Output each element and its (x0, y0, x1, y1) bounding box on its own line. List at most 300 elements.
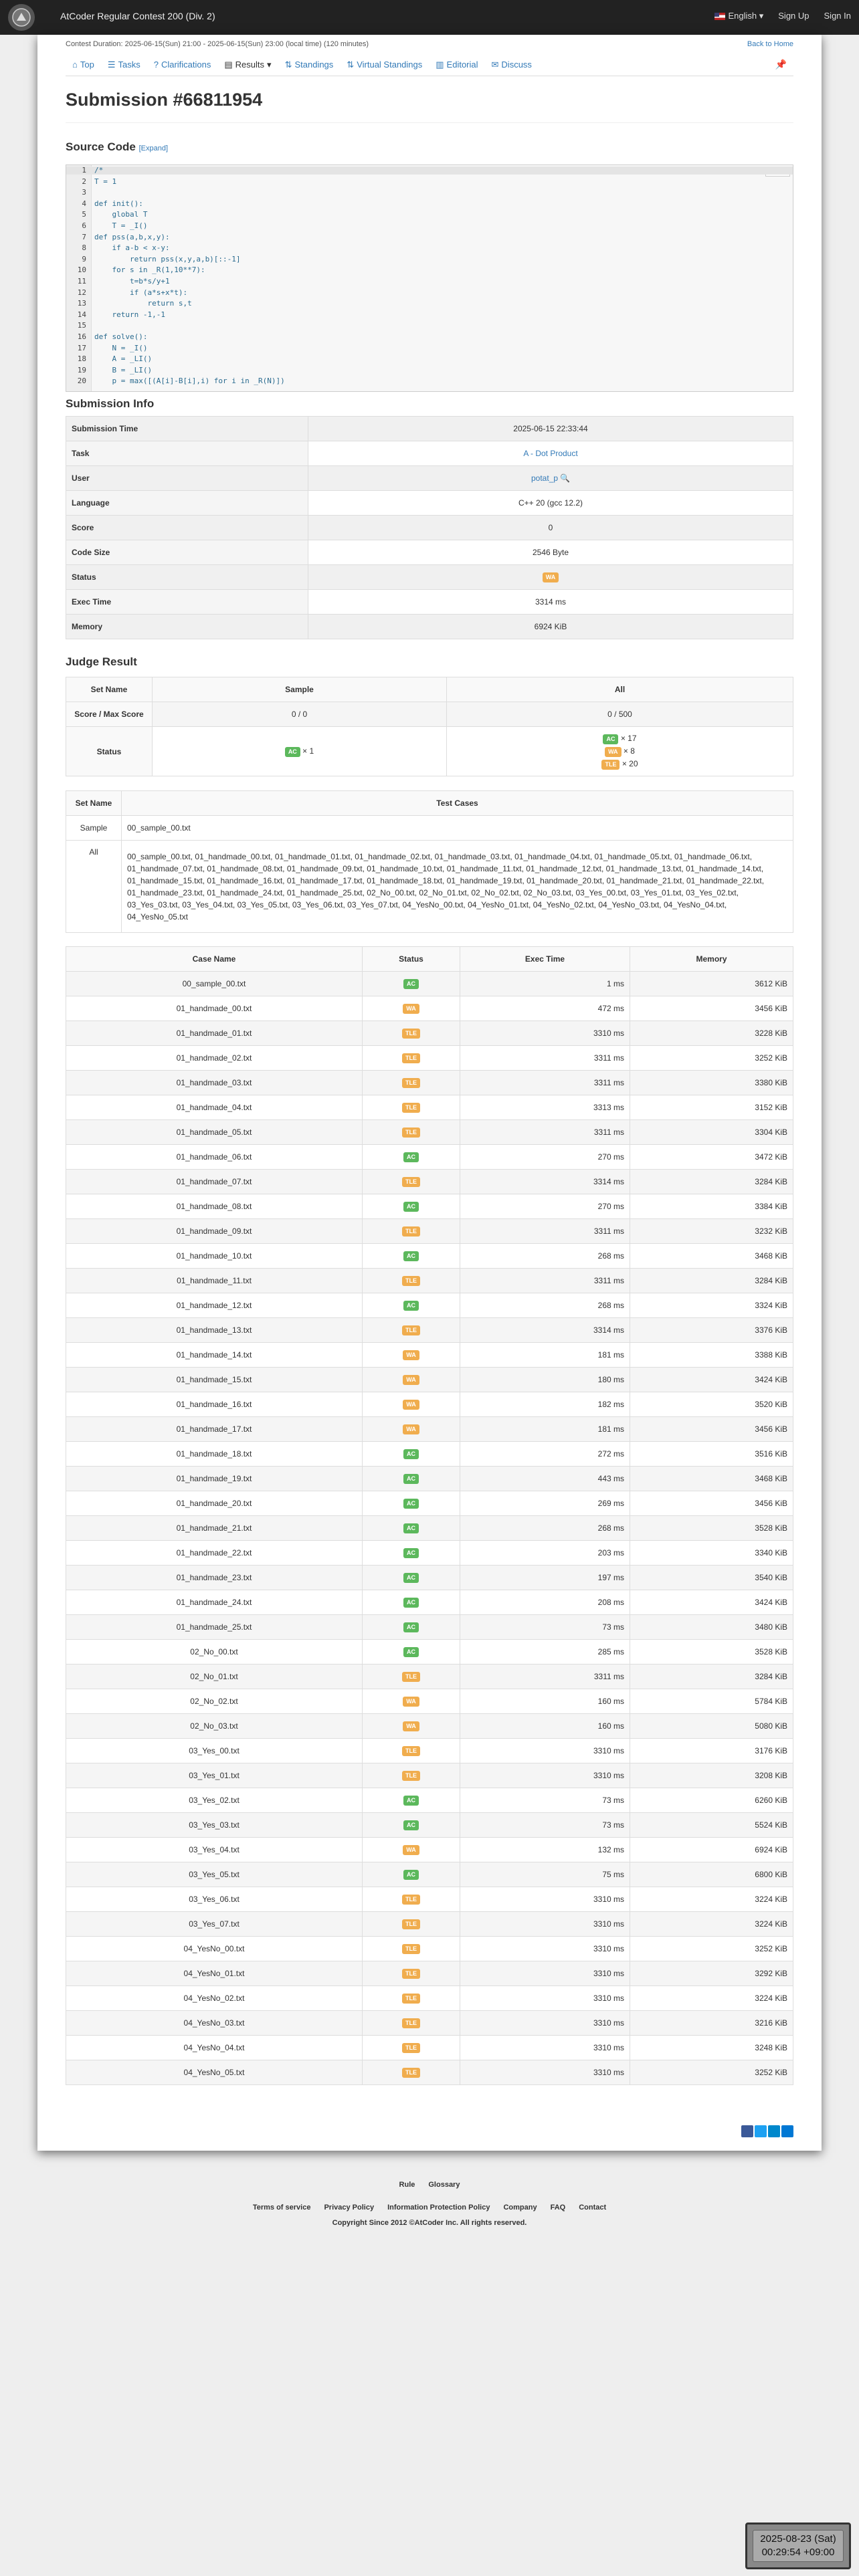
code-text: p = max([(A[i]-B[i],i) for i in _R(N)]) (94, 377, 285, 386)
table-row (66, 1566, 793, 1590)
case-exec-time: 472 ms (460, 996, 630, 1021)
table-row (66, 1665, 793, 1689)
case-memory: 3376 KiB (630, 1318, 793, 1343)
info-value (308, 441, 793, 466)
comment-icon: ✉ (491, 59, 499, 70)
signup-link[interactable]: Sign Up (778, 11, 809, 21)
tab-editorial[interactable] (429, 53, 484, 76)
case-name: 01_handmade_08.txt (66, 1194, 363, 1219)
case-status (363, 1417, 460, 1442)
code-line (66, 189, 793, 197)
case-status (363, 1170, 460, 1194)
code-text: for s in _R(1,10**7): (94, 265, 205, 275)
case-status (363, 1640, 460, 1665)
table-row (66, 2060, 793, 2085)
status-badge: WA (403, 1721, 419, 1731)
footer-link-contact[interactable]: Contact (579, 2204, 607, 2212)
pin-icon[interactable]: 📌 (775, 59, 787, 70)
case-name: 01_handmade_14.txt (66, 1343, 363, 1368)
case-name: 03_Yes_02.txt (66, 1788, 363, 1813)
case-memory: 3248 KiB (630, 2036, 793, 2060)
status-badge: AC (403, 1251, 419, 1261)
twitter-icon[interactable] (755, 2125, 767, 2137)
line-number: 7 (82, 232, 86, 241)
main-container (37, 35, 822, 2151)
table-row (66, 1071, 793, 1095)
status-badge: WA (403, 1350, 419, 1360)
case-status (363, 1516, 460, 1541)
case-name: 04_YesNo_05.txt (66, 2060, 363, 2085)
contest-tabs (66, 53, 793, 76)
case-exec-time: 3311 ms (460, 1269, 630, 1293)
source-code-heading (66, 140, 168, 154)
expand-link[interactable]: [Expand] (138, 144, 169, 152)
line-number: 5 (82, 210, 86, 219)
status-badge: AC (403, 1449, 419, 1459)
status-badge: TLE (402, 1103, 420, 1113)
code-line (66, 300, 793, 308)
case-status (363, 2060, 460, 2085)
case-status (363, 1887, 460, 1912)
case-memory: 3152 KiB (630, 1095, 793, 1120)
case-name: 01_handmade_02.txt (66, 1046, 363, 1071)
tab-label: Tasks (118, 60, 140, 70)
judge-header-all: All (447, 677, 793, 702)
case-status (363, 1961, 460, 1986)
case-status (363, 1541, 460, 1566)
table-row (66, 1021, 793, 1046)
case-exec-time: 132 ms (460, 1838, 630, 1862)
status-badge: AC (403, 1523, 419, 1533)
case-memory: 3292 KiB (630, 1961, 793, 1986)
table-row (66, 1194, 793, 1219)
search-icon[interactable]: 🔍 (560, 473, 570, 483)
case-status (363, 1293, 460, 1318)
status-badge: TLE (402, 1969, 420, 1979)
case-name: 02_No_02.txt (66, 1689, 363, 1714)
case-status (363, 1838, 460, 1862)
status-badge: AC (403, 1598, 419, 1608)
status-badge: AC (403, 1796, 419, 1806)
code-text: def pss(a,b,x,y): (94, 232, 170, 241)
page-footer (0, 2173, 859, 2227)
status-badge: AC (403, 1622, 419, 1632)
tab-standings[interactable] (278, 53, 341, 76)
case-exec-time: 3310 ms (460, 2036, 630, 2060)
source-code-block[interactable] (66, 165, 793, 392)
table-row (66, 1293, 793, 1318)
status-badge: TLE (402, 2043, 420, 2053)
status-badge: TLE (601, 760, 619, 770)
table-row (66, 1145, 793, 1170)
code-text: if a-b < x-y: (94, 243, 170, 253)
case-memory: 3516 KiB (630, 1442, 793, 1467)
table-row (66, 1813, 793, 1838)
case-memory: 3472 KiB (630, 1145, 793, 1170)
line-number: 1 (82, 166, 86, 175)
case-exec-time: 75 ms (460, 1862, 630, 1887)
task-link[interactable]: A - Dot Product (523, 449, 578, 458)
case-exec-time: 3310 ms (460, 1887, 630, 1912)
info-key: Score (66, 516, 308, 540)
table-row (66, 1046, 793, 1071)
table-row (66, 1095, 793, 1120)
status-badge: TLE (402, 1944, 420, 1954)
table-row (66, 1763, 793, 1788)
status-badge: WA (403, 1375, 419, 1385)
contest-duration: Contest Duration: 2025-06-15(Sun) 21:00 - 2025-06-15(Sun) 23:00 (local time) (120 minutes) (66, 40, 369, 48)
code-line (66, 344, 793, 352)
tab-results[interactable]: ▤ Results ▾ (224, 59, 272, 70)
test-cases-table (66, 790, 793, 933)
case-status (363, 2036, 460, 2060)
status-badge: AC (403, 1202, 419, 1212)
case-memory: 3468 KiB (630, 1244, 793, 1269)
tab-label: Editorial (446, 60, 478, 70)
case-exec-time: 3310 ms (460, 2060, 630, 2085)
case-name: 02_No_00.txt (66, 1640, 363, 1665)
case-status (363, 1194, 460, 1219)
case-memory: 3284 KiB (630, 1269, 793, 1293)
footer-link-rule[interactable]: Rule (399, 2181, 415, 2189)
status-badge: WA (403, 1424, 419, 1434)
case-exec-time: 3311 ms (460, 1046, 630, 1071)
case-name: 01_handmade_07.txt (66, 1170, 363, 1194)
info-row (66, 417, 793, 441)
code-line (66, 178, 793, 186)
info-value (308, 466, 793, 491)
table-row (66, 1442, 793, 1467)
status-badge: TLE (402, 1029, 420, 1039)
us-flag-icon (714, 13, 725, 20)
case-status (363, 1937, 460, 1961)
home-icon: ⌂ (72, 60, 78, 70)
table-row (66, 1219, 793, 1244)
atcoder-logo-icon[interactable] (8, 4, 35, 31)
case-memory: 3480 KiB (630, 1615, 793, 1640)
table-row (66, 1343, 793, 1368)
cases-all-name: All (66, 841, 122, 933)
footer-links-secondary (0, 2196, 859, 2219)
case-memory: 3424 KiB (630, 1368, 793, 1392)
footer-link-glossary[interactable]: Glossary (428, 2181, 460, 2189)
status-badge: TLE (402, 1177, 420, 1187)
case-name: 01_handmade_20.txt (66, 1491, 363, 1516)
case-status (363, 1318, 460, 1343)
line-number: 13 (77, 299, 86, 308)
cases-sample-list: 00_sample_00.txt (122, 816, 793, 841)
status-badge: WA (403, 1697, 419, 1707)
case-name: 01_handmade_21.txt (66, 1516, 363, 1541)
case-status (363, 1442, 460, 1467)
code-line (66, 366, 793, 374)
case-exec-time: 3310 ms (460, 2011, 630, 2036)
line-number: 20 (77, 377, 86, 386)
question-icon: ? (153, 60, 159, 70)
case-exec-time: 208 ms (460, 1590, 630, 1615)
table-row (66, 1887, 793, 1912)
case-exec-time: 270 ms (460, 1145, 630, 1170)
case-memory: 3224 KiB (630, 1887, 793, 1912)
case-memory: 6260 KiB (630, 1788, 793, 1813)
table-row (66, 2036, 793, 2060)
table-row (66, 1244, 793, 1269)
line-number: 11 (77, 277, 86, 286)
table-row (66, 1937, 793, 1961)
results-header[interactable]: Memory (630, 947, 793, 972)
info-key: Language (66, 491, 308, 516)
case-name: 01_handmade_13.txt (66, 1318, 363, 1343)
case-memory: 3252 KiB (630, 2060, 793, 2085)
footer-link-company[interactable]: Company (503, 2204, 537, 2212)
case-exec-time: 3313 ms (460, 1095, 630, 1120)
language-selector[interactable]: English ▾ (714, 11, 763, 21)
case-exec-time: 3311 ms (460, 1120, 630, 1145)
case-exec-time: 3310 ms (460, 1021, 630, 1046)
case-name: 03_Yes_03.txt (66, 1813, 363, 1838)
case-name: 02_No_03.txt (66, 1714, 363, 1739)
case-exec-time: 203 ms (460, 1541, 630, 1566)
status-badge: TLE (402, 1226, 420, 1237)
facebook-icon[interactable] (741, 2125, 753, 2137)
case-exec-time: 268 ms (460, 1244, 630, 1269)
case-exec-time: 182 ms (460, 1392, 630, 1417)
top-navbar (0, 0, 859, 35)
table-row (66, 1615, 793, 1640)
results-header[interactable]: Case Name (66, 947, 363, 972)
case-name: 01_handmade_10.txt (66, 1244, 363, 1269)
language-label: English (728, 11, 757, 21)
case-memory: 3612 KiB (630, 972, 793, 996)
status-count: × 1 (302, 746, 314, 756)
judge-result-heading: Judge Result (66, 655, 137, 668)
signin-link[interactable]: Sign In (824, 11, 851, 21)
footer-link-privacy[interactable]: Privacy Policy (324, 2204, 375, 2212)
line-number: 15 (77, 321, 86, 330)
case-name: 01_handmade_09.txt (66, 1219, 363, 1244)
info-row (66, 565, 793, 590)
sort-icon: ⇅ (284, 59, 292, 70)
case-exec-time: 3310 ms (460, 1961, 630, 1986)
line-number: 9 (82, 254, 86, 263)
table-row (66, 1912, 793, 1937)
case-exec-time: 3310 ms (460, 1739, 630, 1763)
tab-label: Clarifications (161, 60, 211, 70)
judge-result-table (66, 677, 793, 776)
case-status (363, 1120, 460, 1145)
table-row (66, 1170, 793, 1194)
case-memory: 3540 KiB (630, 1566, 793, 1590)
case-status (363, 1095, 460, 1120)
tab-tasks[interactable] (101, 53, 147, 76)
results-header[interactable]: Exec Time (460, 947, 630, 972)
tab-label: Discuss (501, 60, 532, 70)
code-line (66, 222, 793, 230)
code-line (66, 333, 793, 341)
table-row (66, 1516, 793, 1541)
case-status (363, 1813, 460, 1838)
table-row (66, 1788, 793, 1813)
case-name: 01_handmade_04.txt (66, 1095, 363, 1120)
case-memory: 5784 KiB (630, 1689, 793, 1714)
case-name: 04_YesNo_03.txt (66, 2011, 363, 2036)
footer-link-faq[interactable]: FAQ (550, 2204, 566, 2212)
status-count: × 17 (620, 734, 637, 743)
status-badge: WA (403, 1845, 419, 1855)
line-number: 8 (82, 243, 86, 253)
results-header-row (66, 947, 793, 972)
info-key: Memory (66, 615, 308, 639)
info-value: 2546 Byte (308, 540, 793, 565)
table-row (66, 1368, 793, 1392)
code-text: def solve(): (94, 332, 148, 341)
info-key: Task (66, 441, 308, 466)
case-status (363, 1145, 460, 1170)
cases-sample-name: Sample (66, 816, 122, 841)
case-name: 04_YesNo_01.txt (66, 1961, 363, 1986)
info-key: Status (66, 565, 308, 590)
all-status-ac (447, 732, 793, 745)
case-exec-time: 3314 ms (460, 1318, 630, 1343)
code-text: t=b*s/y+1 (94, 277, 170, 286)
case-status (363, 1986, 460, 2011)
case-name: 04_YesNo_04.txt (66, 2036, 363, 2060)
code-line (66, 355, 793, 363)
user-link[interactable]: potat_p (531, 473, 559, 483)
case-status (363, 1739, 460, 1763)
status-badge: WA (543, 572, 559, 582)
case-name: 00_sample_00.txt (66, 972, 363, 996)
list-icon: ☰ (107, 59, 116, 70)
line-number: 16 (77, 332, 86, 341)
case-exec-time: 160 ms (460, 1689, 630, 1714)
cases-all-list: 00_sample_00.txt, 01_handmade_00.txt, 01_handmade_01.txt, 01_handmade_02.txt, 01_handmade_03.txt, 01_handmade_04.txt, 01_handmade_05.txt, 01_handmade_06.txt, 01_handmade_07.txt, 01_handmade_08.txt, 01_handmade_09.txt, 01_handmade_10.txt, 01_handmade_11.txt, 01_handmade_12.txt, 01_handmade_13.txt, 01_handmade_14.txt, 01_handmade_15.txt, 01_handmade_16.txt, 01_handmade_17.txt, 01_handmade_18.txt, 01_handmade_19.txt, 01_handmade_20.txt, 01_handmade_21.txt, 01_handmade_22.txt, 01_handmade_23.txt, 01_handmade_24.txt, 01_handmade_25.txt, 02_No_00.txt, 02_No_01.txt, 02_No_02.txt, 02_No_03.txt, 03_Yes_00.txt, 03_Yes_01.txt, 03_Yes_02.txt, 03_Yes_03.txt, 03_Yes_04.txt, 03_Yes_05.txt, 03_Yes_06.txt, 03_Yes_07.txt, 04_YesNo_00.txt, 04_YesNo_01.txt, 04_YesNo_02.txt, 04_YesNo_03.txt, 04_YesNo_04.txt, 04_YesNo_05.txt (122, 841, 793, 933)
info-row (66, 516, 793, 540)
code-text: global T (94, 210, 148, 219)
case-status (363, 1862, 460, 1887)
footer-links-primary (0, 2173, 859, 2196)
case-status (363, 996, 460, 1021)
table-row (66, 1986, 793, 2011)
sort-icon: ⇅ (347, 59, 355, 70)
cases-header-setname: Set Name (66, 791, 122, 816)
case-status (363, 1046, 460, 1071)
case-memory: 5080 KiB (630, 1714, 793, 1739)
cases-header-testcases: Test Cases (122, 791, 793, 816)
clock-time: 00:29:54 +09:00 (761, 2547, 835, 2558)
status-count: × 20 (622, 759, 638, 768)
case-memory: 3528 KiB (630, 1516, 793, 1541)
share-plus-icon[interactable] (781, 2125, 793, 2137)
code-text: return pss(x,y,a,b)[::-1] (94, 254, 241, 263)
results-table (66, 946, 793, 2085)
case-exec-time: 3314 ms (460, 1170, 630, 1194)
tab-clarifications[interactable] (147, 53, 218, 76)
case-exec-time: 3310 ms (460, 1986, 630, 2011)
code-text: if (a*s+x*t): (94, 288, 188, 297)
case-memory: 3424 KiB (630, 1590, 793, 1615)
case-memory: 3228 KiB (630, 1021, 793, 1046)
case-status (363, 1071, 460, 1095)
case-status (363, 1244, 460, 1269)
case-exec-time: 3311 ms (460, 1665, 630, 1689)
results-header[interactable]: Status (363, 947, 460, 972)
line-number: 3 (82, 188, 86, 197)
case-memory: 6800 KiB (630, 1862, 793, 1887)
case-exec-time: 73 ms (460, 1788, 630, 1813)
case-status (363, 1392, 460, 1417)
footer-link-info-protection[interactable]: Information Protection Policy (387, 2204, 490, 2212)
tab-label: Top (80, 60, 94, 70)
info-key: Exec Time (66, 590, 308, 615)
title-divider (66, 122, 793, 123)
all-score: 0 / 500 (447, 702, 793, 727)
table-row (66, 1491, 793, 1516)
status-badge: AC (403, 1548, 419, 1558)
share-buttons (741, 2125, 793, 2137)
case-memory: 3284 KiB (630, 1665, 793, 1689)
line-number: 19 (77, 365, 86, 374)
case-name: 01_handmade_01.txt (66, 1021, 363, 1046)
case-exec-time: 3310 ms (460, 1912, 630, 1937)
case-name: 01_handmade_00.txt (66, 996, 363, 1021)
tab-virtual-standings[interactable] (340, 53, 429, 76)
back-home-link[interactable]: Back to Home (747, 40, 793, 48)
case-memory: 3324 KiB (630, 1293, 793, 1318)
telegram-icon[interactable] (768, 2125, 780, 2137)
case-name: 01_handmade_15.txt (66, 1368, 363, 1392)
results-icon: ▤ (224, 59, 233, 70)
case-exec-time: 1 ms (460, 972, 630, 996)
line-number: 2 (82, 177, 86, 186)
line-number: 12 (77, 288, 86, 297)
table-row (66, 1838, 793, 1862)
tab-discuss[interactable] (485, 53, 539, 76)
status-badge: WA (403, 1004, 419, 1014)
table-row (66, 972, 793, 996)
all-status-tle (447, 758, 793, 770)
submission-info-heading: Submission Info (66, 397, 155, 410)
footer-link-terms[interactable]: Terms of service (252, 2204, 311, 2212)
info-key: Submission Time (66, 417, 308, 441)
case-name: 03_Yes_00.txt (66, 1739, 363, 1763)
case-memory: 6924 KiB (630, 1838, 793, 1862)
tab-top[interactable] (66, 53, 101, 76)
status-badge: WA (403, 1400, 419, 1410)
case-name: 03_Yes_07.txt (66, 1912, 363, 1937)
status-badge: AC (403, 979, 419, 989)
case-name: 01_handmade_25.txt (66, 1615, 363, 1640)
table-row (66, 1318, 793, 1343)
case-name: 01_handmade_05.txt (66, 1120, 363, 1145)
tab-label: Virtual Standings (357, 60, 423, 70)
case-exec-time: 181 ms (460, 1417, 630, 1442)
code-text: T = _I() (94, 221, 148, 230)
table-row (66, 1640, 793, 1665)
case-status (363, 1665, 460, 1689)
code-text: /* (94, 166, 104, 175)
case-name: 03_Yes_04.txt (66, 1838, 363, 1862)
code-text: N = _I() (94, 343, 148, 352)
case-name: 03_Yes_05.txt (66, 1862, 363, 1887)
contest-title[interactable]: AtCoder Regular Contest 200 (Div. 2) (60, 11, 215, 21)
table-row (66, 1541, 793, 1566)
case-memory: 5524 KiB (630, 1813, 793, 1838)
case-memory: 3216 KiB (630, 2011, 793, 2036)
status-badge: AC (285, 747, 300, 757)
code-line (66, 377, 793, 385)
case-name: 01_handmade_11.txt (66, 1269, 363, 1293)
